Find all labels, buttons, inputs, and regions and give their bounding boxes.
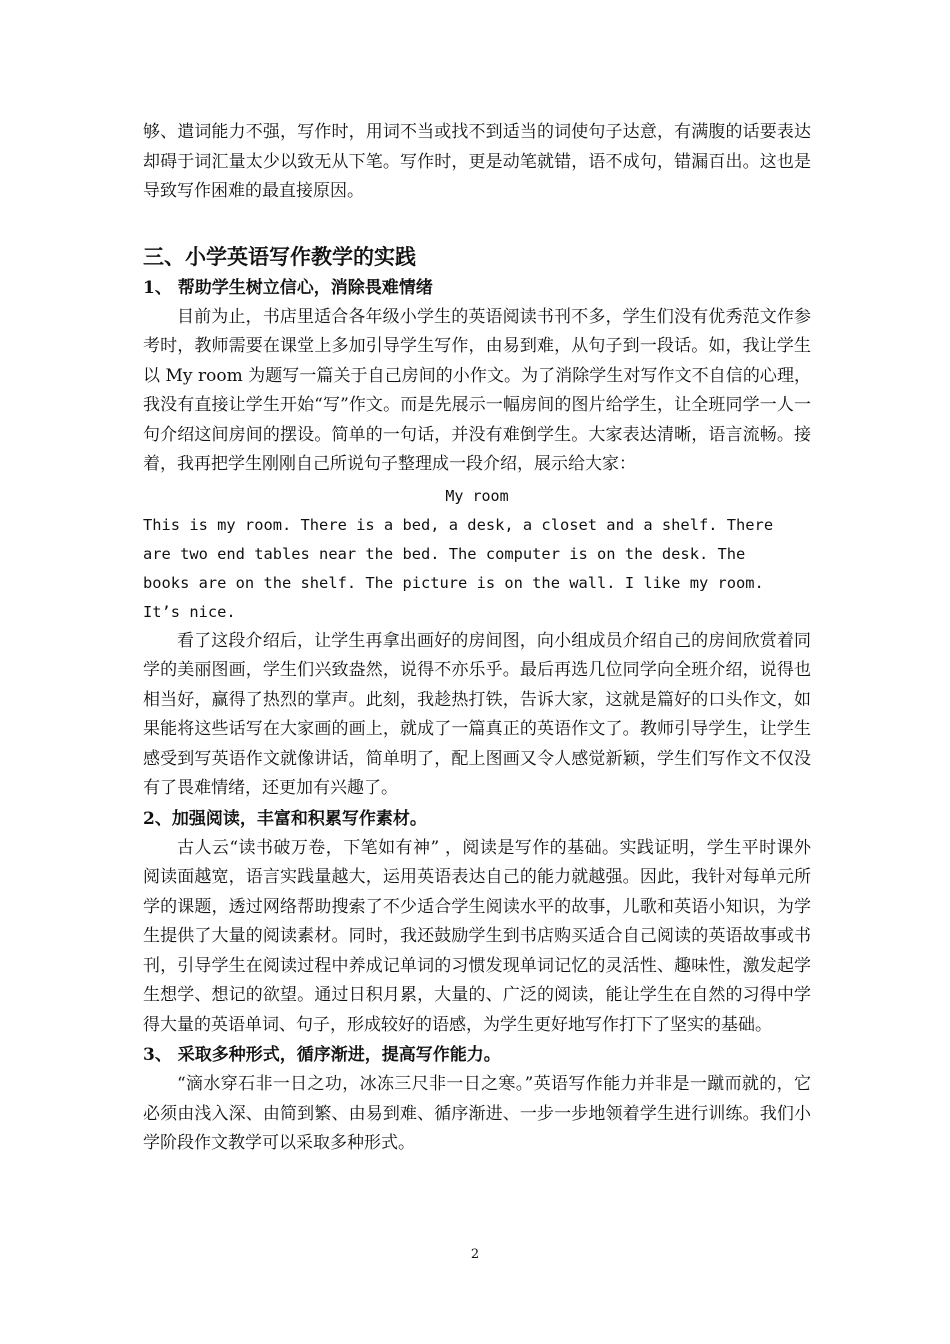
page-number: 2 [470, 1247, 480, 1262]
document-page [143, 118, 811, 1159]
sample-essay [143, 511, 811, 627]
subsection-3-heading: 3、 采取多种形式，循序渐进，提高写作能力。 [143, 1045, 501, 1065]
sample-essay-line: are two end tables near the bed. The computer is on the desk. The [143, 544, 746, 563]
subsection-1-followup-paragraph: 看了这段介绍后，让学生再拿出画好的房间图，向小组成员介绍自己的房间欣赏着同学的美丽图画，学生们兴致盎然，说得不亦乐乎。最后再选几位同学向全班介绍，说得也相当好，赢得了热烈的掌声。此刻，我趁热打铁，告诉大家，这就是篇好的口头作文，如果能将这些话写在大家画的画上，就成了一篇真正的英语作文了。教师引导学生，让学生感受到写英语作文就像讲话，简单明了，配上图画又令人感觉新颖，学生们写作文不仅没有了畏难情绪，还更加有兴趣了。 [143, 630, 811, 798]
subsection-3-paragraph: “滴水穿石非一日之功，冰冻三尺非一日之寒。”英语写作能力并非是一蹴而就的，它必须由浅入深、由简到繁、由易到难、循序渐进、一步一步地领着学生进行训练。我们小学阶段作文教学可以采取多种形式。 [143, 1074, 811, 1153]
sample-essay-line: This is my room. There is a bed, a desk, a closet and a shelf. There [143, 515, 774, 534]
sample-essay-line: It’s nice. [143, 602, 236, 621]
sample-essay-line: books are on the shelf. The picture is on the wall. I like my room. [143, 573, 764, 592]
intro-paragraph: 够、遣词能力不强，写作时，用词不当或找不到适当的词使句子达意，有满腹的话要表达却碍于词汇量太少以致无从下笔。写作时，更是动笔就错，语不成句，错漏百出。这也是导致写作困难的最直接原因。 [143, 122, 811, 201]
subsection-2-paragraph: 古人云“读书破万卷，下笔如有神” ，阅读是写作的基础。实践证明，学生平时课外阅读面越宽，语言实践量越大，运用英语表达自己的能力就越强。因此，我针对每单元所学的课题，透过网络帮助搜索了不少适合学生阅读水平的故事，儿歌和英语小知识，为学生提供了大量的阅读素材。同时，我还鼓励学生到书店购买适合自己阅读的英语故事或书刊，引导学生在阅读过程中养成记单词的习惯发现单词记忆的灵活性、趣味性，激发起学生想学、想记的欲望。通过日积月累，大量的、广泛的阅读，能让学生在自然的习得中学得大量的英语单词、句子，形成较好的语感，为学生更好地写作打下了坚实的基础。 [143, 837, 811, 1035]
subsection-1-paragraph: 目前为止，书店里适合各年级小学生的英语阅读书刊不多，学生们没有优秀范文作参考时，教师需要在课堂上多加引导学生写作，由易到难，从句子到一段话。如，我让学生以 My room 为题写一篇关于自己房间的小作文。为了消除学生对写作文不自信的心理，我没有直接让学生开始“写”作文。而是先展示一幅房间的图片给学生，让全班同学一人一句介绍这间房间的摆设。简单的一句话，并没有难倒学生。大家表达清晰，语言流畅。接着，我再把学生刚刚自己所说句子整理成一段介绍，展示给大家： [143, 306, 811, 474]
subsection-1-heading: 1、 帮助学生树立信心，消除畏难情绪 [143, 277, 433, 298]
sample-essay-title: My room [445, 486, 509, 505]
section-title: 三、小学英语写作教学的实践 [143, 243, 416, 269]
subsection-2-heading: 2、加强阅读，丰富和积累写作素材。 [143, 808, 427, 829]
